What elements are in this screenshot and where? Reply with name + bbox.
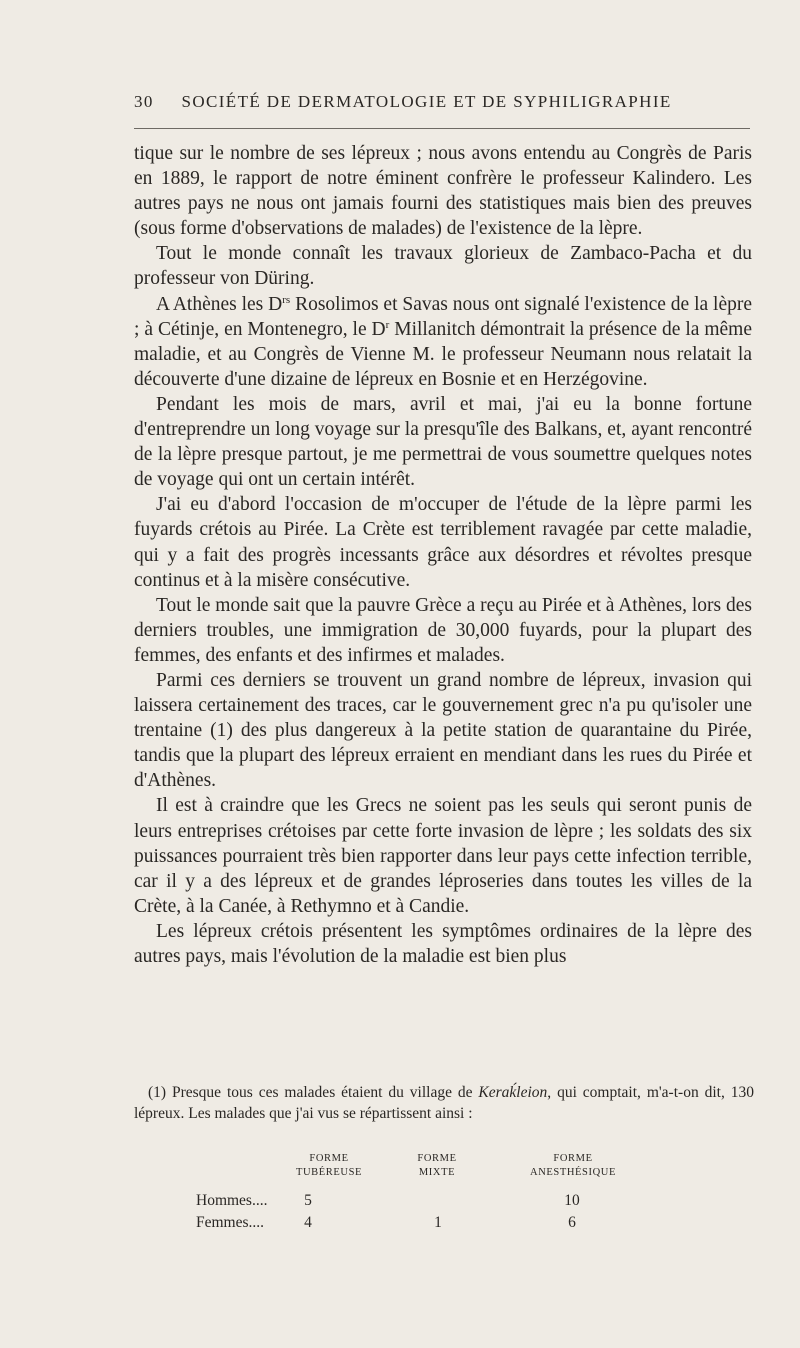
header-rule	[134, 128, 750, 129]
column-header	[274, 1152, 384, 1180]
superscript: rs	[282, 293, 291, 306]
row-label: Hommes....	[196, 1192, 268, 1209]
column-header	[382, 1152, 492, 1180]
paragraph-text: A Athènes les D	[156, 293, 283, 315]
page-number: 30	[134, 92, 154, 111]
superscript: r	[385, 318, 390, 331]
running-title: SOCIÉTÉ DE DERMATOLOGIE ET DE SYPHILIGRAPHIE	[181, 92, 672, 111]
paragraph: tique sur le nombre de ses lépreux ; nous avons entendu au Congrès de Paris en 1889, le rapport de notre éminent confrère le professeur Kalindero. Les autres pays ne nous ont jamais fourni des statistiques mais bien des preuves (sous forme d'observations de malades) de l'existence de la lèpre.	[134, 143, 752, 240]
paragraph: Les lépreux crétois présentent les symptômes ordinaires de la lèpre des autres pays, mais l'évolution de la maladie est bien plus	[134, 920, 752, 967]
column-header-line: FORME	[553, 1153, 593, 1164]
table-cell: 4	[304, 1214, 312, 1231]
column-header-line: TUBÉREUSE	[295, 1167, 363, 1178]
table-cell: 5	[304, 1192, 312, 1209]
body-text	[134, 141, 752, 969]
column-header-line: FORME	[417, 1153, 457, 1164]
paragraph: Tout le monde sait que la pauvre Grèce a reçu au Pirée et à Athènes, lors des derniers troubles, une immigration de 30,000 fuyards, pour la plupart des femmes, des enfants et des infirmes et malades.	[134, 594, 752, 666]
column-header-line: ANESTHÉSIQUE	[530, 1167, 616, 1178]
footnote-text: Presque tous ces malades étaient du village de	[166, 1084, 479, 1101]
row-label: Femmes....	[196, 1214, 265, 1231]
footnote	[134, 1082, 754, 1124]
footnote-marker: (1)	[148, 1084, 167, 1101]
footnote-text: , qui comptait, m'a-t-on dit, 130 lépreux. Les malades que j'ai vus se répartissent ainsi :	[134, 1084, 755, 1122]
running-header	[134, 92, 756, 112]
paragraph: Tout le monde connaît les travaux glorieux de Zambaco-Pacha et du professeur von Düring.	[134, 243, 752, 290]
paragraph-text: Rosolimos et Savas nous ont signalé l'existence de la lèpre ; à Cétinje, en Montenegro, le D	[134, 293, 753, 340]
paragraph: J'ai eu d'abord l'occasion de m'occuper de l'étude de la lèpre parmi les fuyards crétois au Pirée. La Crète est terriblement ravagée par cette maladie, qui y a fait des progrès incessants grâce aux désordres et révoltes presque continus et à la misère consécutive.	[134, 494, 752, 591]
village-name: Keraḱleion	[478, 1084, 548, 1101]
paragraph: Pendant les mois de mars, avril et mai, j'ai eu la bonne fortune d'entreprendre un long voyage sur la presqu'île des Balkans, et, ayant rencontré de la lèpre presque partout, je me permettrai de vous soumettre quelques notes de voyage qui ont un certain intérêt.	[134, 393, 752, 491]
paragraph-text: Millanitch démontrait la présence de la même maladie, et au Congrès de Vienne M. le professeur Neumann nous relatait la découverte d'une dizaine de lépreux en Bosnie et en Herzégovine.	[134, 318, 752, 390]
table-cell: 6	[568, 1214, 576, 1231]
column-header-line: FORME	[309, 1153, 349, 1164]
paragraph	[134, 292, 752, 392]
paragraph: Il est à craindre que les Grecs ne soient pas les seuls qui seront punis de leurs entreprises crétoises par cette forte invasion de lèpre ; les soldats des six puissances pourraient très bien rapporter dans leur pays cette infection terrible, car il y a des lépreux et de grandes léproseries dans toutes les villes de la Crète, à la Canée, à Rethymno et à Candie.	[134, 795, 752, 917]
paragraph: Parmi ces derniers se trouvent un grand nombre de lépreux, invasion qui laissera certainement des traces, car le gouvernement grec n'a pu qu'isoler une trentaine (1) des plus dangereux à la petite station de quarantaine du Pirée, tandis que la plupart des lépreux erraient en mendiant dans les rues du Pirée et d'Athènes.	[134, 669, 752, 792]
table-cell: 1	[434, 1214, 442, 1231]
table-cell: 10	[564, 1192, 580, 1209]
column-header	[508, 1152, 638, 1180]
column-header-line: MIXTE	[418, 1167, 456, 1178]
